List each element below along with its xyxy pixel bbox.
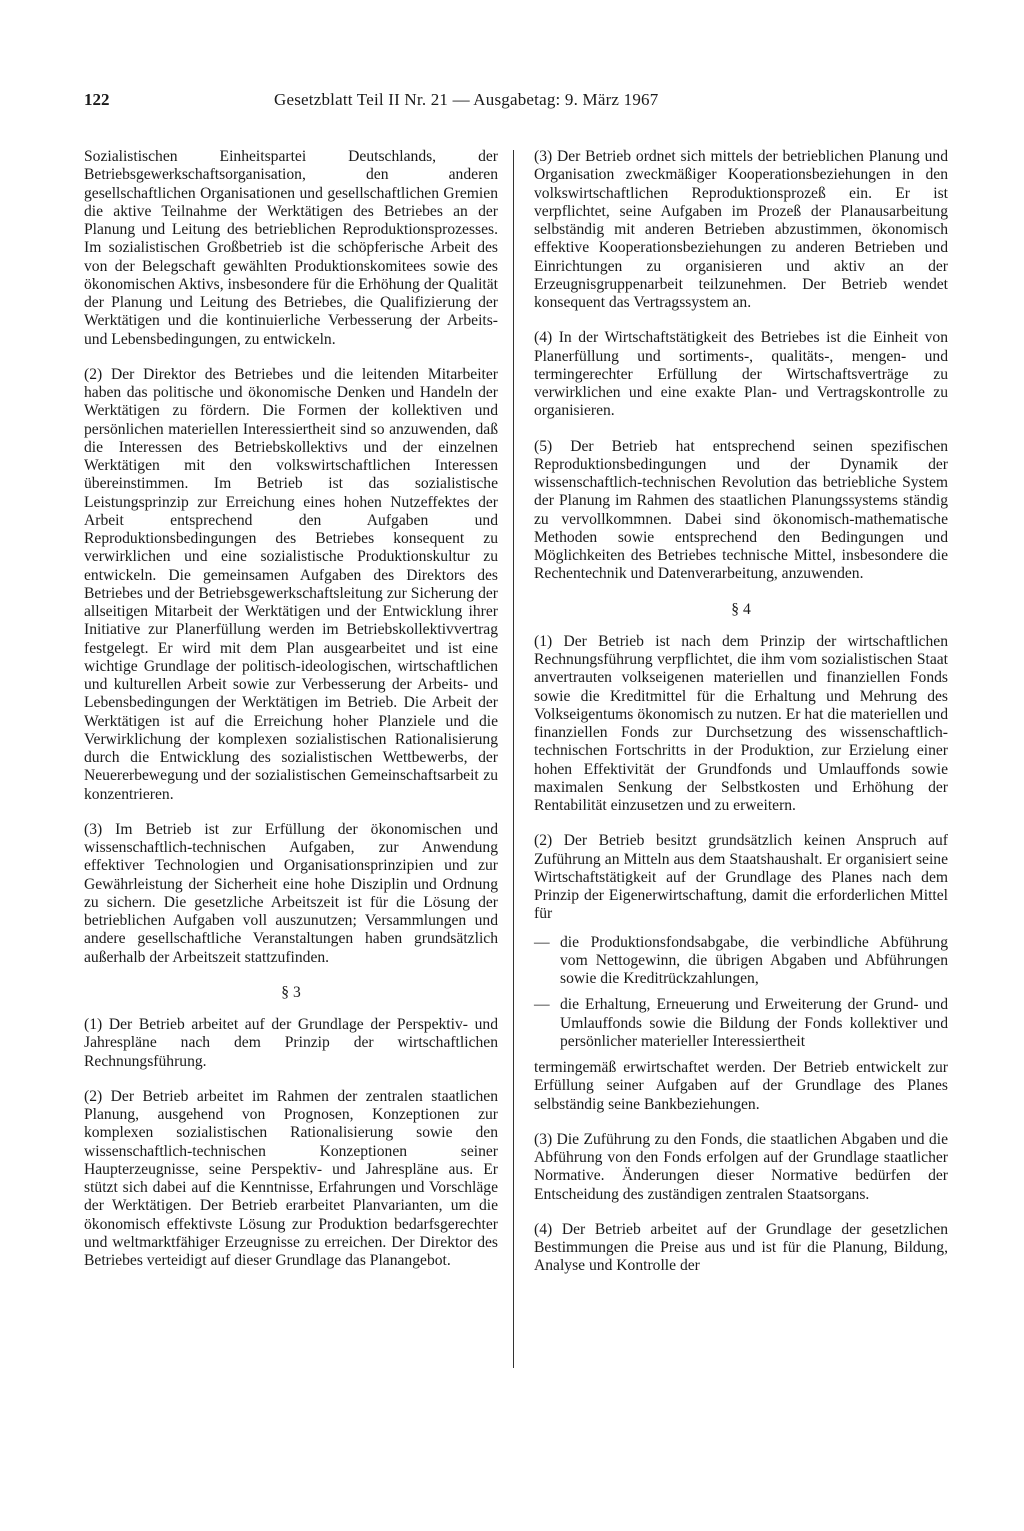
paragraph: (3) Im Betrieb ist zur Erfüllung der ökonomischen und wissenschaftlich-technischen Aufgaben, zur Anwendung effektiver Technologien und Organisationsprinzipien und zur Gewährleistung der Sicherheit eine hohe Disziplin und Ordnung zu sichern. Die gesetzliche Arbeitszeit ist für die Lösung der betrieblichen Aufgaben voll auszunutzen; Versammlungen und andere gesellschaftliche Veranstaltungen haben grundsätzlich außerhalb der Arbeitszeit stattzufinden. [84, 820, 498, 966]
list-item [534, 934, 948, 989]
list-item-text: die Erhaltung, Erneuerung und Erweiterung der Grund- und Umlauffonds sowie die Bildung der Fonds kollektiver und persönlicher materieller Interessiertheit [560, 996, 948, 1050]
paragraph: (1) Der Betrieb ist nach dem Prinzip der wirtschaftlichen Rechnungsführung verpflichtet, die ihm vom sozialistischen Staat anvertrauten volkseigenen materiellen und finanziellen Fonds sowie die Kreditmittel für die Erhaltung und Mehrung des Volkseigentums ökonomisch zu nutzen. Er hat die materiellen und finanziellen Fonds zur Durchsetzung des wissenschaftlich-technischen Fortschritts in der Produktion, zur Erzielung einer hohen Effektivität der Grundfonds und Umlauffonds sowie maximalen Senkung der Selbstkosten und Erhöhung der Rentabilität einzusetzen und zu erweitern. [534, 632, 948, 814]
paragraph: termingemäß erwirtschaftet werden. Der Betrieb entwickelt zur Erfüllung seiner Aufgaben auf der Grundlage des Planes selbständig seine Bankbeziehungen. [534, 1059, 948, 1113]
paragraph: (2) Der Betrieb besitzt grundsätzlich keinen Anspruch auf Zuführung an Mitteln aus dem Staatshaushalt. Er organisiert seine Wirtschaftstätigkeit auf der Grundlage des Planes nach dem Prinzip der Eigenerwirtschaftung, damit die erforderlichen Mittel für [534, 832, 948, 923]
paragraph: (4) In der Wirtschaftstätigkeit des Betriebes ist die Einheit von Planerfüllung und sortiments-, qualitäts-, mengen- und termingerechter Erfüllung der Wirtschaftsverträge zu verwirklichen und eine exakte Plan- und Vertragskontrolle zu organisieren. [534, 329, 948, 420]
dash-symbol: — [534, 933, 550, 951]
left-column [84, 148, 498, 1287]
page-header [84, 90, 952, 110]
paragraph: Sozialistischen Einheitspartei Deutschlands, der Betriebsgewerkschaftsorganisation, den anderen gesellschaftlichen Organisationen und gesellschaftlichen Gremien die aktive Teilnahme der Werktätigen des Betriebes an der Planung und Leitung des betrieblichen Reproduktionsprozesses. Im sozialistischen Großbetrieb ist die schöpferische Arbeit des von der Belegschaft gewählten Produktionskomitees sowie des ökonomischen Aktivs, insbesondere für die Erhöhung der Qualität der Planung und Leitung des Betriebes, die Qualifizierung der Werktätigen und die kontinuierliche Verbesserung der Arbeits- und Lebensbedingungen, zu entwickeln. [84, 148, 498, 348]
list-item-text: die Produktionsfondsabgabe, die verbindliche Abführung vom Nettogewinn, die übrigen Abgaben und Abführungen sowie die Kreditrückzahlungen, [560, 933, 948, 987]
dash-symbol: — [534, 996, 550, 1014]
paragraph: (4) Der Betrieb arbeitet auf der Grundlage der gesetzlichen Bestimmungen die Preise aus und ist für die Planung, Bildung, Analyse und Kontrolle der [534, 1220, 948, 1275]
column-divider [513, 150, 514, 1368]
paragraph: (3) Der Betrieb ordnet sich mittels der betrieblichen Planung und Organisation zweckmäßiger Kooperationsbeziehungen in den volkswirtschaftlichen Reproduktionsprozeß ein. Er ist verpflichtet, seine Aufgaben im Prozeß der Planausarbeitung selbständig mit anderen Betrieben abzustimmen, ökonomisch effektive Kooperationsbeziehungen zu anderen Betrieben und Einrichtungen zu organisieren und aktiv an der Erzeugnisgruppenarbeit teilzunehmen. Der Betrieb wendet konsequent das Vertragssystem an. [534, 148, 948, 311]
section-heading: § 3 [281, 983, 301, 1001]
paragraph: (1) Der Betrieb arbeitet auf der Grundlage der Perspektiv- und Jahrespläne nach dem Prinzip der wirtschaftlichen Rechnungsführung. [84, 1016, 498, 1070]
dash-list [534, 934, 948, 1052]
paragraph: (2) Der Direktor des Betriebes und die leitenden Mitarbeiter haben das politische und ökonomische Denken und Handeln der Werktätigen zu fördern. Die Formen der kollektiven und persönlichen materiellen Interessiertheit sind so anzuwenden, daß die Interessen des Betriebskollektivs und der einzelnen Werktätigen mit den volkswirtschaftlichen Interessen übereinstimmen. Im Betrieb ist das sozialistische Leistungsprinzip zur Erreichung eines hohen Nutzeffektes der Arbeit entsprechend den Aufgaben und Reproduktionsbedingungen des Betriebes konsequent zu verwirklichen und eine sozialistische Produktionskultur zu entwickeln. Die gemeinsamen Aufgaben des Direktors des Betriebes und der Betriebsgewerkschaftsleitung zur Sicherung der allseitigen Mitarbeit der Werktätigen und der Entwicklung ihrer Initiative zur Planerfüllung werden im Betriebskollektivvertrag festgelegt. Er wird mit dem Plan ausgearbeitet und ist eine wichtige Grundlage der politisch-ideologischen, wirtschaftlichen und kulturellen Arbeit sowie zur Verbesserung der Arbeits- und Lebensbedingungen der Werktätigen im Betrieb. Die Arbeit der Werktätigen ist auf die Erreichung hoher Planziele und die Verwirklichung der komplexen sozialistischen Rationalisierung durch die Entwicklung des sozialistischen Wettbewerbs, der Neuererbewegung und der sozialistischen Gemeinschaftsarbeit zu konzentrieren. [84, 365, 498, 803]
section-heading: § 4 [731, 600, 751, 618]
running-head: Gesetzblatt Teil II Nr. 21 — Ausgabetag: 9. März 1967 [274, 90, 659, 109]
page-number: 122 [84, 90, 110, 109]
list-item [534, 996, 948, 1051]
paragraph: (3) Die Zuführung zu den Fonds, die staatlichen Abgaben und die Abführung von den Fonds erfolgen auf der Grundlage staatlicher Normative. Änderungen dieser Normative bedürfen der Entscheidung des zuständigen zentralen Staatsorgans. [534, 1130, 948, 1203]
paragraph: (5) Der Betrieb hat entsprechend seinen spezifischen Reproduktionsbedingungen und der Dynamik der wissenschaftlich-technischen Revolution das betriebliche System der Planung im Rahmen des staatlichen Planungssystems ständig zu vervollkommnen. Dabei sind ökonomisch-mathematische Methoden sowie entsprechend den Bedingungen und Möglichkeiten des Betriebes technische Mittel, insbesondere die Rechentechnik und Datenverarbeitung, anzuwenden. [534, 437, 948, 583]
paragraph: (2) Der Betrieb arbeitet im Rahmen der zentralen staatlichen Planung, ausgehend von Prognosen, Konzeptionen zur komplexen sozialistischen Rationalisierung sowie den wissenschaftlich-technischen Konzeptionen seiner Haupterzeugnisse, seine Perspektiv- und Jahrespläne aus. Er stützt sich dabei auf die Kenntnisse, Erfahrungen und Vorschläge der Werktätigen. Der Betrieb erarbeitet Planvarianten, um die ökonomisch effektivste Lösung zur Produktion bedarfsgerechter und weltmarktfähiger Erzeugnisse zu erreichen. Der Direktor des Betriebes verteidigt auf dieser Grundlage das Planangebot. [84, 1087, 498, 1269]
right-column [534, 148, 948, 1276]
